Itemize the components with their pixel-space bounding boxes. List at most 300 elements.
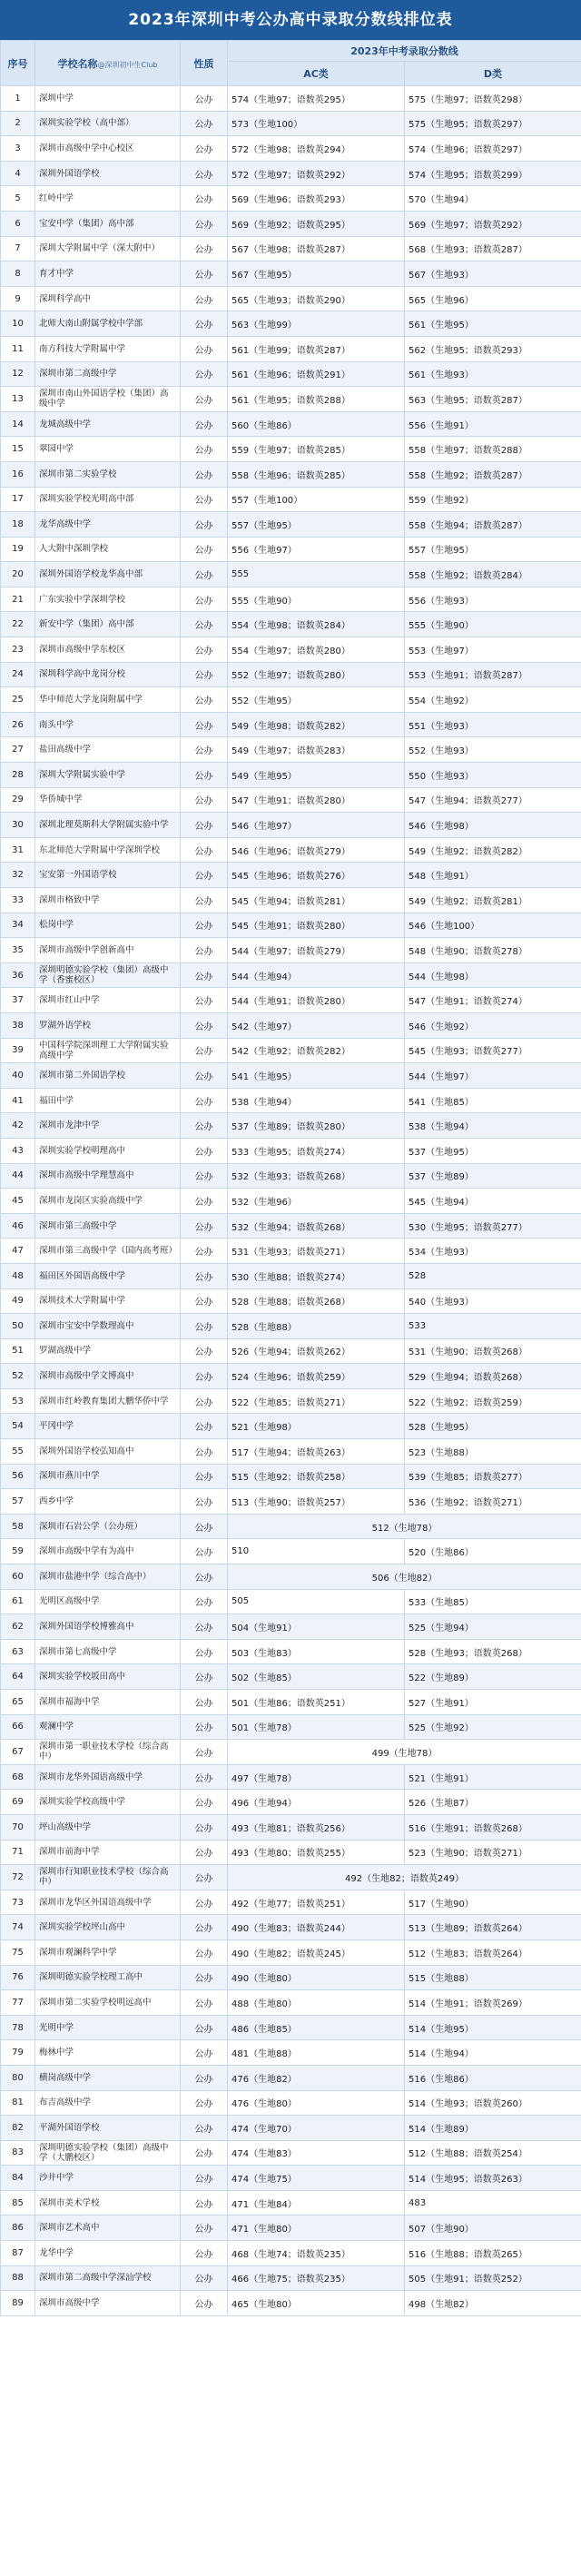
table-row [1,2090,581,2116]
cell-score-ac: 545（生地94；语数英281） [228,888,405,913]
cell-score-ac: 546（生地96；语数英279） [228,837,405,863]
cell-prop: 公办 [181,962,228,988]
cell-school: 深圳科学高中龙岗分校 [35,662,181,687]
cell-score-ac: 532（生地96） [228,1189,405,1214]
cell-school: 深圳市格致中学 [35,888,181,913]
cell-school: 中国科学院深圳理工大学附属实验高级中学 [35,1038,181,1063]
cell-score-d: 523（生地90；语数英271） [405,1840,581,1865]
cell-school: 深圳明德实验学校（集团）高级中学（香蜜校区） [35,962,181,988]
cell-score-d: 552（生地93） [405,737,581,763]
table-row [1,2190,581,2216]
table-row [1,637,581,663]
cell-prop: 公办 [181,1639,228,1664]
cell-score-d: 529（生地94；语数英268） [405,1364,581,1389]
cell-prop: 公办 [181,2116,228,2141]
cell-no: 15 [1,437,35,462]
cell-score-ac: 493（生地81；语数英256） [228,1814,405,1840]
cell-score-d: 527（生地91） [405,1690,581,1715]
cell-no: 6 [1,211,35,236]
cell-school: 深圳北理莫斯科大学附属实验中学 [35,813,181,838]
cell-score-ac: 573（生地100） [228,111,405,136]
cell-no: 55 [1,1439,35,1465]
cell-no: 77 [1,1990,35,2016]
table-row [1,262,581,287]
cell-no: 57 [1,1489,35,1515]
cell-no: 3 [1,136,35,162]
cell-school: 光明中学 [35,2015,181,2040]
table-row [1,286,581,311]
cell-score-ac: 538（生地94） [228,1088,405,1113]
table-row [1,712,581,737]
cell-no: 58 [1,1514,35,1539]
cell-score-ac: 497（生地78） [228,1764,405,1790]
cell-no: 34 [1,913,35,938]
cell-school: 南方科技大学附属中学 [35,336,181,361]
cell-score-ac: 490（生地83；语数英244） [228,1915,405,1940]
cell-school: 深圳市福海中学 [35,1690,181,1715]
table-row [1,2065,581,2090]
table-row [1,1314,581,1339]
cell-prop: 公办 [181,913,228,938]
cell-no: 85 [1,2190,35,2216]
cell-score-ac: 565（生地93；语数英290） [228,286,405,311]
cell-score-ac: 557（生地95） [228,512,405,538]
cell-prop: 公办 [181,813,228,838]
cell-school: 盐田高级中学 [35,737,181,763]
cell-no: 59 [1,1539,35,1564]
cell-score-ac: 505 [228,1589,405,1614]
cell-prop: 公办 [181,1038,228,1063]
cell-school: 深圳市第二实验学校明远高中 [35,1990,181,2016]
cell-score-ac: 476（生地80） [228,2090,405,2116]
cell-score-ac: 542（生地92；语数英282） [228,1038,405,1063]
cell-score-ac: 563（生地99） [228,311,405,337]
table-row [1,1038,581,1063]
cell-score-ac: 471（生地80） [228,2216,405,2241]
cell-no: 82 [1,2116,35,2141]
cell-score-ac: 560（生地86） [228,411,405,437]
cell-school: 深圳外国语学校博雅高中 [35,1614,181,1640]
cell-score-d: 546（生地100） [405,913,581,938]
cell-score-d: 507（生地90） [405,2216,581,2241]
cell-school: 深圳外国语学校龙华高中部 [35,562,181,587]
cell-school: 龙城高级中学 [35,411,181,437]
cell-school: 东北师范大学附属中学深圳学校 [35,837,181,863]
table-row [1,111,581,136]
cell-score-ac: 528（生地88；语数英268） [228,1288,405,1314]
cell-no: 36 [1,962,35,988]
cell-score-ac: 559（生地97；语数英285） [228,437,405,462]
table-row [1,1539,581,1564]
cell-prop: 公办 [181,537,228,562]
cell-school: 深圳市红山中学 [35,988,181,1013]
table-row [1,612,581,637]
cell-no: 78 [1,2015,35,2040]
table-row [1,938,581,963]
table-row [1,1288,581,1314]
cell-no: 40 [1,1063,35,1089]
cell-score-d: 546（生地98） [405,813,581,838]
cell-no: 44 [1,1163,35,1189]
cell-no: 74 [1,1915,35,1940]
cell-prop: 公办 [181,1489,228,1515]
cell-prop: 公办 [181,1213,228,1239]
cell-school: 龙华中学 [35,2241,181,2266]
cell-score-ac: 567（生地95） [228,262,405,287]
cell-score-ac: 554（生地97；语数英280） [228,637,405,663]
cell-score-ac: 476（生地82） [228,2065,405,2090]
cell-score-ac: 561（生地95；语数英288） [228,387,405,412]
cell-score-d: 526（生地87） [405,1790,581,1815]
cell-prop: 公办 [181,938,228,963]
table-row [1,1388,581,1414]
cell-school: 深圳市第二高级中学 [35,361,181,387]
cell-no: 29 [1,787,35,813]
cell-prop: 公办 [181,612,228,637]
table-row [1,2140,581,2166]
cell-score-d: 547（生地94；语数英277） [405,787,581,813]
cell-prop: 公办 [181,1012,228,1038]
cell-no: 68 [1,1764,35,1790]
cell-score-d: 567（生地93） [405,262,581,287]
cell-score-d: 516（生地86） [405,2065,581,2090]
cell-prop: 公办 [181,361,228,387]
cell-prop: 公办 [181,988,228,1013]
table-row [1,1664,581,1690]
cell-no: 63 [1,1639,35,1664]
cell-score-ac: 522（生地85；语数英271） [228,1388,405,1414]
cell-score-d: 539（生地85；语数英277） [405,1464,581,1489]
cell-prop: 公办 [181,1414,228,1439]
cell-score-d: 514（生地89） [405,2116,581,2141]
cell-school: 新安中学（集团）高中部 [35,612,181,637]
cell-prop: 公办 [181,1714,228,1740]
cell-score-d: 568（生地93；语数英287） [405,236,581,262]
cell-prop: 公办 [181,136,228,162]
cell-score-ac: 569（生地96；语数英293） [228,186,405,212]
cell-school: 深圳市红岭教育集团大鹏华侨中学 [35,1388,181,1414]
cell-no: 4 [1,161,35,186]
cell-school: 深圳实验学校光明高中部 [35,487,181,512]
cell-prop: 公办 [181,1564,228,1590]
table-row [1,1939,581,1965]
table-row [1,1263,581,1288]
cell-no: 18 [1,512,35,538]
cell-no: 65 [1,1690,35,1715]
cell-school: 宝安中学（集团）高中部 [35,211,181,236]
cell-score-d: 513（生地89；语数英264） [405,1915,581,1940]
cell-no: 20 [1,562,35,587]
cell-prop: 公办 [181,1890,228,1915]
cell-prop: 公办 [181,1138,228,1163]
cell-prop: 公办 [181,712,228,737]
cell-no: 32 [1,863,35,888]
cell-no: 42 [1,1113,35,1139]
cell-score-d: 574（生地96；语数英297） [405,136,581,162]
table-row [1,1990,581,2016]
table-row [1,387,581,412]
cell-score-ac: 474（生地75） [228,2166,405,2191]
cell-school: 深圳明德实验学校理工高中 [35,1965,181,1990]
table-row [1,1239,581,1264]
cell-score-d: 545（生地94） [405,1189,581,1214]
cell-prop: 公办 [181,186,228,212]
cell-score-d: 551（生地93） [405,712,581,737]
cell-school: 华侨城中学 [35,787,181,813]
cell-school: 福田区外国语高级中学 [35,1263,181,1288]
cell-score-ac: 504（生地91） [228,1614,405,1640]
cell-score-d: 528（生地95） [405,1414,581,1439]
cell-score-d: 516（生地91；语数英268） [405,1814,581,1840]
table-row [1,662,581,687]
cell-score-d: 537（生地95） [405,1138,581,1163]
cell-score-ac: 474（生地70） [228,2116,405,2141]
cell-prop: 公办 [181,311,228,337]
cell-score-d: 569（生地97；语数英292） [405,211,581,236]
cell-score-ac: 468（生地74；语数英235） [228,2241,405,2266]
cell-score-ac: 545（生地91；语数英280） [228,913,405,938]
cell-prop: 公办 [181,837,228,863]
cell-score-d: 546（生地92） [405,1012,581,1038]
cell-score-ac: 501（生地86；语数英251） [228,1690,405,1715]
table-row [1,311,581,337]
table-row [1,1890,581,1915]
cell-school: 华中师范大学龙岗附属中学 [35,687,181,713]
cell-no: 1 [1,86,35,112]
cell-score-d: 541（生地85） [405,1088,581,1113]
cell-prop: 公办 [181,1113,228,1139]
table-row [1,437,581,462]
cell-score-ac: 552（生地95） [228,687,405,713]
table-row [1,2241,581,2266]
cell-prop: 公办 [181,1439,228,1465]
cell-score-ac: 530（生地88；语数英274） [228,1263,405,1288]
cell-score-d: 514（生地93；语数英260） [405,2090,581,2116]
cell-school: 南头中学 [35,712,181,737]
cell-prop: 公办 [181,562,228,587]
cell-score-ac: 528（生地88） [228,1314,405,1339]
cell-prop: 公办 [181,211,228,236]
cell-school: 深圳市龙津中学 [35,1113,181,1139]
cell-score-ac: 561（生地99；语数英287） [228,336,405,361]
cell-score-ac: 555 [228,562,405,587]
table-row [1,1514,581,1539]
cell-score-d: 544（生地97） [405,1063,581,1089]
cell-no: 10 [1,311,35,337]
cell-prop: 公办 [181,1163,228,1189]
cell-no: 30 [1,813,35,838]
table-row [1,2116,581,2141]
cell-prop: 公办 [181,1539,228,1564]
cell-prop: 公办 [181,336,228,361]
cell-score-ac: 556（生地97） [228,537,405,562]
cell-score-d: 517（生地90） [405,1890,581,1915]
cell-score-d: 575（生地95；语数英297） [405,111,581,136]
cell-score-ac: 496（生地94） [228,1790,405,1815]
cell-prop: 公办 [181,236,228,262]
cell-score-ac: 558（生地96；语数英285） [228,461,405,487]
cell-prop: 公办 [181,1589,228,1614]
cell-school: 罗湖高级中学 [35,1338,181,1364]
cell-school: 深圳市高级中学理慧高中 [35,1163,181,1189]
cell-no: 71 [1,1840,35,1865]
table-row [1,1714,581,1740]
table-row [1,236,581,262]
table-row [1,962,581,988]
cell-prop: 公办 [181,2015,228,2040]
cell-no: 39 [1,1038,35,1063]
cell-score-d: 563（生地95；语数英287） [405,387,581,412]
cell-school: 松岗中学 [35,913,181,938]
cell-score-d: 530（生地95；语数英277） [405,1213,581,1239]
cell-score-ac: 549（生地95） [228,763,405,788]
cell-school: 深圳中学 [35,86,181,112]
cell-score-ac: 567（生地98；语数英287） [228,236,405,262]
cell-score-d: 553（生地91；语数英287） [405,662,581,687]
cell-no: 83 [1,2140,35,2166]
cell-score-d: 574（生地95；语数英299） [405,161,581,186]
header-group: 2023年中考录取分数线 [228,41,581,62]
cell-score-d: 514（生地91；语数英269） [405,1990,581,2016]
cell-score-ac: 572（生地97；语数英292） [228,161,405,186]
cell-no: 62 [1,1614,35,1640]
cell-school: 深圳市高级中学中心校区 [35,136,181,162]
cell-score-merged: 499（生地78） [228,1740,581,1765]
cell-school: 深圳市第七高级中学 [35,1639,181,1664]
cell-prop: 公办 [181,1063,228,1089]
cell-prop: 公办 [181,687,228,713]
cell-no: 12 [1,361,35,387]
header-school-label: 学校名称 [57,57,98,70]
table-row [1,837,581,863]
cell-school: 深圳市艺术高中 [35,2216,181,2241]
cell-prop: 公办 [181,1939,228,1965]
table-row [1,863,581,888]
cell-prop: 公办 [181,437,228,462]
cell-no: 25 [1,687,35,713]
cell-prop: 公办 [181,1790,228,1815]
cell-score-ac: 481（生地88） [228,2040,405,2066]
cell-prop: 公办 [181,1514,228,1539]
cell-school: 深圳外国语学校 [35,161,181,186]
table-row [1,1213,581,1239]
cell-score-ac: 465（生地80） [228,2291,405,2316]
cell-school: 深圳市美术学校 [35,2190,181,2216]
cell-prop: 公办 [181,86,228,112]
table-row [1,913,581,938]
cell-school: 深圳市前海中学 [35,1840,181,1865]
cell-school: 红岭中学 [35,186,181,212]
cell-score-d: 558（生地92；语数英284） [405,562,581,587]
cell-no: 8 [1,262,35,287]
cell-no: 7 [1,236,35,262]
table-row [1,2291,581,2316]
cell-school: 深圳科学高中 [35,286,181,311]
cell-score-ac: 474（生地83） [228,2140,405,2166]
cell-score-d: 498（生地82） [405,2291,581,2316]
cell-no: 27 [1,737,35,763]
cell-no: 70 [1,1814,35,1840]
cell-no: 75 [1,1939,35,1965]
cell-no: 13 [1,387,35,412]
cell-prop: 公办 [181,487,228,512]
table-row [1,988,581,1013]
cell-score-d: 515（生地88） [405,1965,581,1990]
page-title: 2023年深圳中考公办高中录取分数线排位表 [0,0,581,40]
table-row [1,562,581,587]
cell-no: 69 [1,1790,35,1815]
table-row [1,2166,581,2191]
table-row [1,1163,581,1189]
cell-score-d: 514（生地95） [405,2015,581,2040]
cell-school: 西乡中学 [35,1489,181,1515]
cell-prop: 公办 [181,787,228,813]
cell-no: 67 [1,1740,35,1765]
cell-school: 沙井中学 [35,2166,181,2191]
table-row [1,1489,581,1515]
cell-score-d: 548（生地90；语数英278） [405,938,581,963]
cell-no: 60 [1,1564,35,1590]
cell-score-d: 520（生地86） [405,1539,581,1564]
cell-prop: 公办 [181,512,228,538]
table-row [1,186,581,212]
table-row [1,1088,581,1113]
cell-school: 深圳外国语学校弘知高中 [35,1439,181,1465]
cell-score-d: 538（生地94） [405,1113,581,1139]
cell-no: 50 [1,1314,35,1339]
cell-prop: 公办 [181,1664,228,1690]
cell-prop: 公办 [181,1388,228,1414]
cell-school: 宝安第一外国语学校 [35,863,181,888]
cell-no: 51 [1,1338,35,1364]
cell-score-ac: 561（生地96；语数英291） [228,361,405,387]
cell-no: 73 [1,1890,35,1915]
cell-score-d: 528（生地93；语数英268） [405,1639,581,1664]
cell-prop: 公办 [181,2065,228,2090]
cell-prop: 公办 [181,1314,228,1339]
header-ac: AC类 [228,62,405,86]
cell-score-ac: 490（生地82；语数英245） [228,1939,405,1965]
cell-score-d: 521（生地91） [405,1764,581,1790]
cell-school: 深圳市行知职业技术学校（综合高中） [35,1865,181,1890]
cell-no: 35 [1,938,35,963]
cell-school: 深圳明德实验学校（集团）高级中学（大鹏校区） [35,2140,181,2166]
header-club-watermark: @深圳初中生Club [97,60,158,69]
cell-school: 深圳市第三高级中学 [35,1213,181,1239]
cell-score-d: 533 [405,1314,581,1339]
cell-score-ac: 549（生地97；语数英283） [228,737,405,763]
cell-school: 横岗高级中学 [35,2065,181,2090]
cell-school: 深圳实验学校坪山高中 [35,1915,181,1940]
table-row [1,1790,581,1815]
cell-prop: 公办 [181,1814,228,1840]
cell-school: 广东实验中学深圳学校 [35,587,181,612]
cell-school: 平湖外国语学校 [35,2116,181,2141]
cell-score-ac: 533（生地95；语数英274） [228,1138,405,1163]
table-row [1,1113,581,1139]
cell-no: 76 [1,1965,35,1990]
cell-school: 坪山高级中学 [35,1814,181,1840]
cell-school: 北师大南山附属学校中学部 [35,311,181,337]
table-row [1,1439,581,1465]
cell-prop: 公办 [181,1189,228,1214]
cell-score-ac: 546（生地97） [228,813,405,838]
table-row [1,737,581,763]
cell-score-ac: 572（生地98；语数英294） [228,136,405,162]
cell-score-ac: 574（生地97；语数英295） [228,86,405,112]
cell-prop: 公办 [181,1915,228,1940]
cell-score-ac: 542（生地97） [228,1012,405,1038]
